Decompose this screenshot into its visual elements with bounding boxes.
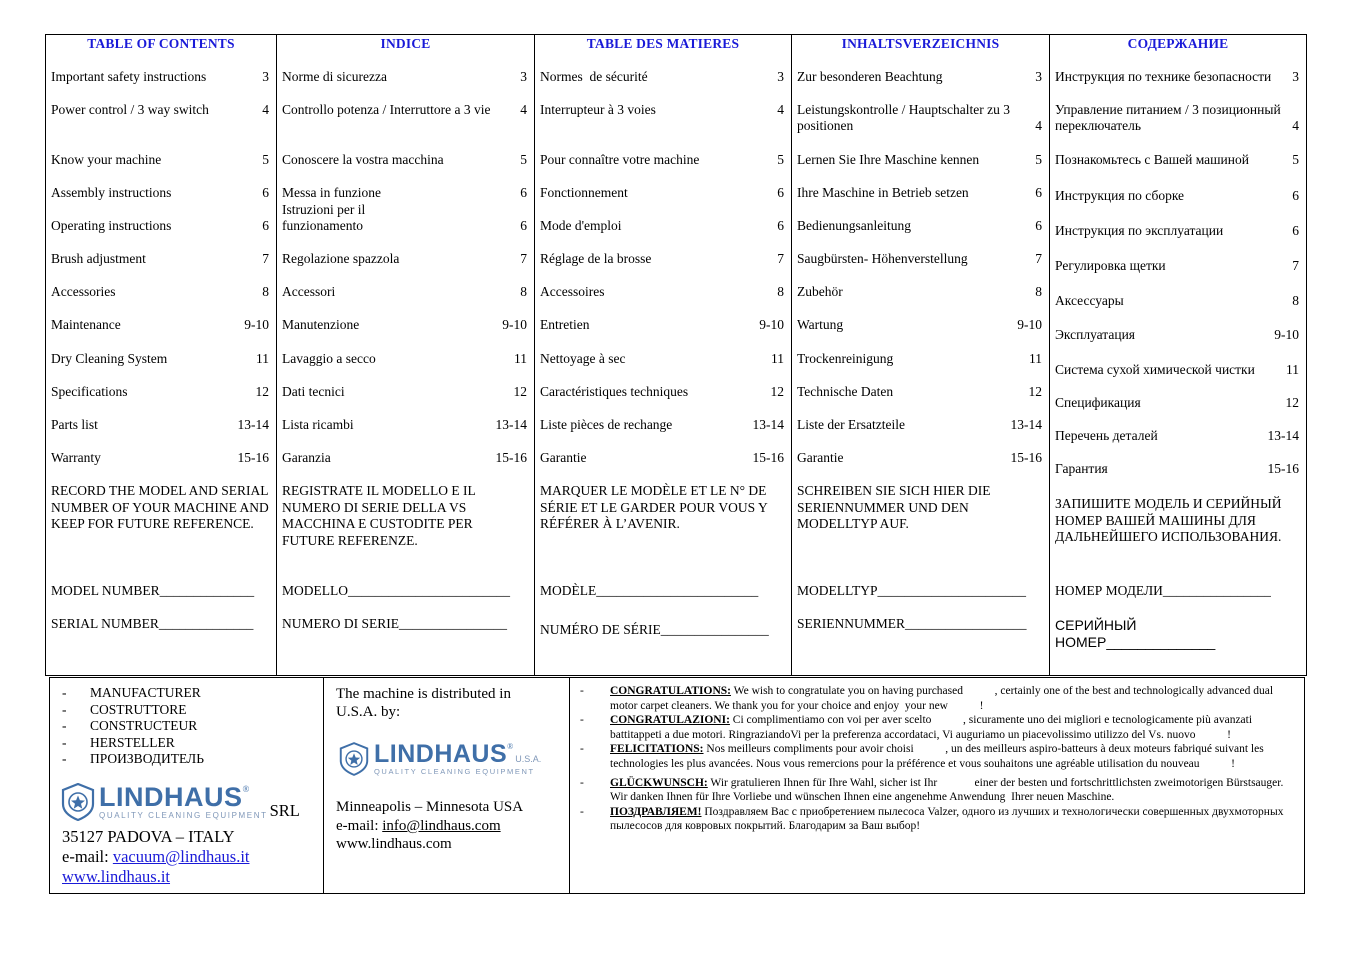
manufacturer-email-link[interactable]: vacuum@lindhaus.it [112,847,250,866]
logo-usa: U.S.A. [515,754,542,765]
toc-entry: Garantie 15-16 [797,450,1042,465]
model-number-field[interactable]: MODELLTYP______________________ [797,583,1027,598]
distributor-email-link[interactable]: info@lindhaus.com [382,818,501,834]
toc-entry: Technische Daten 12 [797,384,1042,399]
record-instructions: ЗАПИШИТЕ МОДЕЛЬ И СЕРИЙНЫЙ НОМЕР ВАШЕЙ МАШИНЫ ДЛЯ ДАЛЬНЕЙШЕГО ИСПОЛЬЗОВАНИЯ. [1055,496,1282,544]
lindhaus-shield-logo-icon [61,783,95,821]
toc-column-russian [1050,35,1306,675]
toc-entry: Regolazione spazzola 7 [282,251,527,266]
list-item: - CONGRATULATIONS: We wish to congratulate you on having purchased , certainly one of the best and technologically advanced dual motor carpet cleaners. We thank you for your choice and enjoy your new ! [580,685,1276,712]
toc-column-french [535,35,792,675]
lindhaus-logo: LINDHAUS® QUALITY CLEANING EQUIPMENT SRL [61,783,300,821]
toc-entry: Specifications 12 [51,384,269,399]
toc-entry: Accessori 8 [282,284,527,299]
toc-column-english [46,35,277,675]
toc-entry: Assembly instructions 6 [51,185,269,200]
toc-entry: Saugbürsten- Höhenverstellung 7 [797,251,1042,266]
list-item: - GLÜCKWUNSCH: Wir gratulieren Ihnen für Ihre Wahl, sicher ist Ihr einer der besten und fortschrittlichsten zweimotorigen Bürstsauger. Wir danken Ihnen für Ihre Vorliebe und wünschen Ihnen eine angenehme Anwendung Ihrer neuen Maschine. [580,776,1287,804]
toc-entry: Fonctionnement 6 [540,185,784,200]
serial-number-field-line2[interactable]: НОМЕР______________ [1055,634,1216,650]
toc-entry: Parts list 13-14 [51,417,269,432]
list-item: - COSTRUTTORE [62,701,187,717]
toc-entry: Dry Cleaning System 11 [51,351,269,366]
record-instructions: REGISTRATE IL MODELLO E IL NUMERO DI SERIE DELLA VS MACCHINA E CUSTODITE PER FUTURE REFERENZE. [282,483,476,548]
toc-entry: Accessories 8 [51,284,269,299]
toc-entry: Zur besonderen Beachtung 3 [797,69,1042,84]
toc-entry: Инструкция по эксплуатации 6 [1055,223,1299,238]
distributor-intro: The machine is distributed in U.S.A. by: [336,686,511,720]
toc-entry: Перечень деталей 13-14 [1055,428,1299,443]
toc-entry: Maintenance 9-10 [51,317,269,332]
column-heading: TABLE OF CONTENTS [87,36,235,51]
toc-entry: Регулировка щетки 7 [1055,258,1299,273]
toc-entry: Lernen Sie Ihre Maschine kennen 5 [797,152,1042,167]
toc-entry: Warranty 15-16 [51,450,269,465]
serial-number-field[interactable]: СЕРИЙНЫЙ [1055,617,1137,633]
toc-entry: Инструкция по сборке 6 [1055,188,1299,203]
toc-entry: Bedienungsanleitung 6 [797,218,1042,233]
lindhaus-shield-logo-icon [339,741,369,777]
serial-number-field[interactable]: NUMERO DI SERIE________________ [282,616,507,631]
list-item: - MANUFACTURER [62,685,201,700]
distributor-email-row: e-mail: info@lindhaus.com [336,818,501,834]
logo-tagline: QUALITY CLEANING EQUIPMENT [374,767,535,777]
toc-entry: Conoscere la vostra macchina 5 [282,152,527,167]
column-heading: INDICE [380,36,431,51]
toc-entry: Caractéristiques techniques 12 [540,384,784,399]
toc-entry: Система сухой химической чистки 11 [1055,362,1299,377]
toc-entry: Accessoires 8 [540,284,784,299]
toc-entry: Garantie 15-16 [540,450,784,465]
serial-number-field[interactable]: NUMÉRO DE SÉRIE________________ [540,622,769,637]
toc-entry: Réglage de la brosse 7 [540,251,784,266]
toc-entry: Nettoyage à sec 11 [540,351,784,366]
record-instructions: MARQUER LE MODÈLE ET LE N° DE SÉRIE ET LE GARDER POUR VOUS Y RÉFÉRER À L’AVENIR. [540,483,768,531]
manufacturer-website-row [62,867,170,887]
toc-entry: Garanzia 15-16 [282,450,527,465]
toc-entry: Important safety instructions 3 [51,69,269,84]
toc-entry: Гарантия 15-16 [1055,461,1299,476]
toc-entry: Brush adjustment 7 [51,251,269,266]
toc-entry: Mode d'emploi 6 [540,218,784,233]
toc-entry: Dati tecnici 12 [282,384,527,399]
toc-entry: Operating instructions 6 [51,218,269,233]
toc-entry: Ihre Maschine in Betrieb setzen 6 [797,185,1042,200]
toc-entry: Messa in funzione 6 [282,185,527,200]
company-suffix: SRL [269,801,300,820]
toc-entry: Zubehör 8 [797,284,1042,299]
column-heading: TABLE DES MATIERES [586,36,740,51]
list-item: - HERSTELLER [62,734,175,750]
manufacturer-box [49,677,324,894]
list-item: - ПРОИЗВОДИТЕЛЬ [62,751,204,766]
manufacturer-address: 35127 PADOVA – ITALY [62,827,235,846]
toc-entry: Controllo potenza / Interruttore a 3 vie 4 [282,102,527,117]
congratulations-list [580,684,1290,834]
toc-entry: Normes de sécurité 3 [540,69,784,84]
toc-entry: Lavaggio a secco 11 [282,351,527,366]
serial-number-field[interactable]: SERIENNUMMER__________________ [797,616,1027,631]
toc-entry: Norme di sicurezza 3 [282,69,527,84]
toc-entry: Эксплуатация 9-10 [1055,327,1299,342]
toc-entry: Lista ricambi 13-14 [282,417,527,432]
toc-entry: Управление питанием / 3 позиционный переключатель 4 [1055,102,1299,133]
distributor-box [323,677,570,894]
toc-entry: Interrupteur à 3 voies 4 [540,102,784,117]
toc-column-german [792,35,1050,675]
manufacturer-email-row: e-mail: vacuum@lindhaus.it [62,847,250,866]
toc-entry: Liste der Ersatzteile 13-14 [797,417,1042,432]
list-item: - CONGRATULAZIONI: Ci complimentiamo con voi per aver scelto , sicuramente uno dei migliori e tecnologicamente più avanzati battitappeti a due motori. RingraziandoVi per la preferenza accordataci, Vi auguriamo un piacevolissimo utilizzo del Vs. nuovo ! [580,714,1255,741]
toc-column-italian [277,35,535,675]
manufacturer-website-link[interactable]: www.lindhaus.it [62,867,171,886]
toc-entry: Pour connaître votre machine 5 [540,152,784,167]
toc-entry: Trockenreinigung 11 [797,351,1042,366]
logo-tagline: QUALITY CLEANING EQUIPMENT [99,811,268,820]
list-item: - ПОЗДРАВЛЯЕМ! Поздравляем Вас с приобретением пылесоса Valzer, одного из лучших и технологически совершенных двухмоторных пылесосов для ковровых покрытий. Благодарим за Ваш выбор! [580,805,1287,833]
record-instructions: SCHREIBEN SIE SICH HIER DIE SERIENNUMMER UND DEN MODELLTYP AUF. [797,483,991,531]
manufacturer-labels [62,685,204,768]
lindhaus-usa-logo: LINDHAUS®U.S.A. QUALITY CLEANING EQUIPMENT [339,741,541,777]
toc-entry: Power control / 3 way switch 4 [51,102,269,117]
record-instructions: RECORD THE MODEL AND SERIAL NUMBER OF YOUR MACHINE AND KEEP FOR FUTURE REFERENCE. [51,483,269,531]
toc-entry: Wartung 9-10 [797,317,1042,332]
congratulations-box [569,677,1305,894]
list-item: - FELICITATIONS: Nos meilleurs compliments pour avoir choisi , un des meilleurs aspiro-batteurs à deux moteurs fabriqué suivant les technologies les plus avancées. Nous vous remercions pour la préférence et vous souhaitons une agréable utilisation du nouveau ! [580,743,1267,770]
logo-wordmark: LINDHAUS [374,740,508,769]
toc-entry: Manutenzione 9-10 [282,317,527,332]
serial-number-field[interactable]: SERIAL NUMBER______________ [51,616,254,631]
table-of-contents [45,34,1307,676]
logo-wordmark: LINDHAUS [99,782,243,812]
distributor-website[interactable]: www.lindhaus.com [336,836,452,852]
model-number-field[interactable]: НОМЕР МОДЕЛИ________________ [1055,583,1271,598]
column-heading: СОДЕРЖАНИЕ [1127,36,1229,51]
toc-entry: Know your machine 5 [51,152,269,167]
model-number-field[interactable]: MODÈLE________________________ [540,583,759,598]
toc-entry: Liste pièces de rechange 13-14 [540,417,784,432]
toc-entry: Аксессуары 8 [1055,293,1299,308]
toc-entry: Entretien 9-10 [540,317,784,332]
toc-entry: Инструкция по технике безопасности 3 [1055,69,1299,84]
toc-entry: Leistungskontrolle / Hauptschalter zu 3 positionen 4 [797,102,1042,133]
column-heading: INHALTSVERZEICHNIS [841,36,1000,51]
toc-entry: Спецификация 12 [1055,395,1299,410]
model-number-field[interactable]: MODEL NUMBER______________ [51,583,255,598]
toc-entry: Istruzioni per il funzionamento 6 [282,202,527,233]
toc-entry: Познакомьтесь с Вашей машиной 5 [1055,152,1299,167]
model-number-field[interactable]: MODELLO________________________ [282,583,510,598]
distributor-city: Minneapolis – Minnesota USA [336,799,524,815]
list-item: - CONSTRUCTEUR [62,718,198,733]
